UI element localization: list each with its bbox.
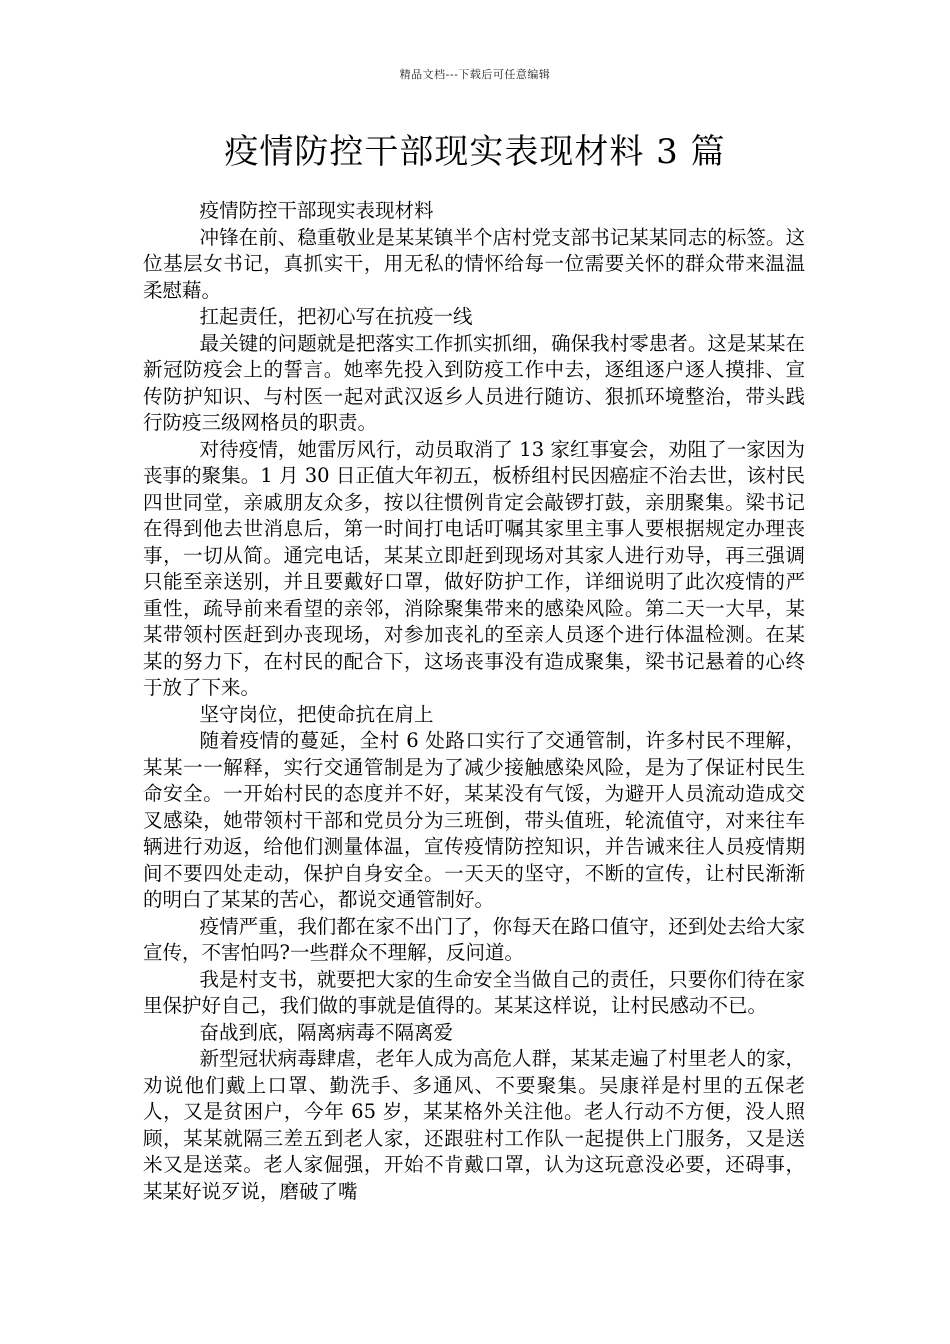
- paragraph: 对待疫情，她雷厉风行，动员取消了 13 家红事宴会，劝阻了一家因为丧事的聚集。1 月 30 日正值大年初五，板桥组村民因癌症不治去世，该村民四世同堂，亲戚朋友众多，按以往惯例肯定会敲锣打鼓，亲朋聚集。梁书记在得到他去世消息后，第一时间打电话叮嘱其家里主事人要根据规定办理丧事，一切从简。通完电话，某某立即赶到现场对其家人进行劝导，再三强调只能至亲送别，并且要戴好口罩，做好防护工作，详细说明了此次疫情的严重性，疏导前来看望的亲邻，消除聚集带来的感染风险。第二天一大早，某某带领村医赶到办丧现场，对参加丧礼的至亲人员逐个进行体温检测。在某某的努力下，在村民的配合下，这场丧事没有造成聚集，梁书记悬着的心终于放了下来。: [143, 437, 805, 699]
- paragraph: 我是村支书，就要把大家的生命安全当做自己的责任，只要你们待在家里保护好自己，我们做的事就是值得的。某某这样说，让村民感动不已。: [143, 967, 805, 1017]
- paragraph-intro: 冲锋在前、稳重敬业是某某镇半个店村党支部书记某某同志的标签。这位基层女书记，真抓实干，用无私的情怀给每一位需要关怀的群众带来温温柔慰藉。: [143, 225, 805, 302]
- document-subtitle: 疫情防控干部现实表现材料: [199, 199, 434, 222]
- document-body: [143, 198, 805, 1205]
- paragraph: 最关键的问题就是把落实工作抓实抓细，确保我村零患者。这是某某在新冠防疫会上的誓言。她率先投入到防疫工作中去，逐组逐户逐人摸排、宣传防护知识、与村医一起对武汉返乡人员进行随访、狠抓环境整治，带头践行防疫三级网格员的职责。: [143, 331, 805, 434]
- document-title: 疫情防控干部现实表现材料 3 篇: [224, 132, 726, 172]
- paragraph: 随着疫情的蔓延，全村 6 处路口实行了交通管制，许多村民不理解，某某一一解释，实行交通管制是为了减少接触感染风险，是为了保证村民生命安全。一开始村民的态度并不好，某某没有气馁，为避开人员流动造成交叉感染，她带领村干部和党员分为三班倒，带头值班，轮流值守，对来往车辆进行劝返，给他们测量体温，宣传疫情防控知识，并告诫来往人员疫情期间不要四处走动，保护自身安全。一天天的坚守，不断的宣传，让村民渐渐的明白了某某的苦心，都说交通管制好。: [143, 729, 805, 911]
- paragraph: 新型冠状病毒肆虐，老年人成为高危人群，某某走遍了村里老人的家，劝说他们戴上口罩、勤洗手、多通风、不要聚集。吴康祥是村里的五保老人，又是贫困户，今年 65 岁，某某格外关注他。老人行动不方便，没人照顾，某某就隔三差五到老人家，还跟驻村工作队一起提供上门服务，又是送米又是送菜。老人家倔强，开始不肯戴口罩，认为这玩意没必要，还碍事，某某好说歹说，磨破了嘴: [143, 1047, 805, 1203]
- paragraph: 疫情严重，我们都在家不出门了，你每天在路口值守，还到处去给大家宣传，不害怕吗?一些群众不理解，反问道。: [143, 914, 805, 964]
- section-heading-2: 坚守岗位，把使命抗在肩上: [199, 702, 434, 726]
- section-heading-1: 扛起责任，把初心写在抗疫一线: [199, 305, 473, 328]
- section-heading-3: 奋战到底，隔离病毒不隔离爱: [199, 1020, 454, 1044]
- header-note: 精品文档---下载后可任意编辑: [399, 68, 551, 81]
